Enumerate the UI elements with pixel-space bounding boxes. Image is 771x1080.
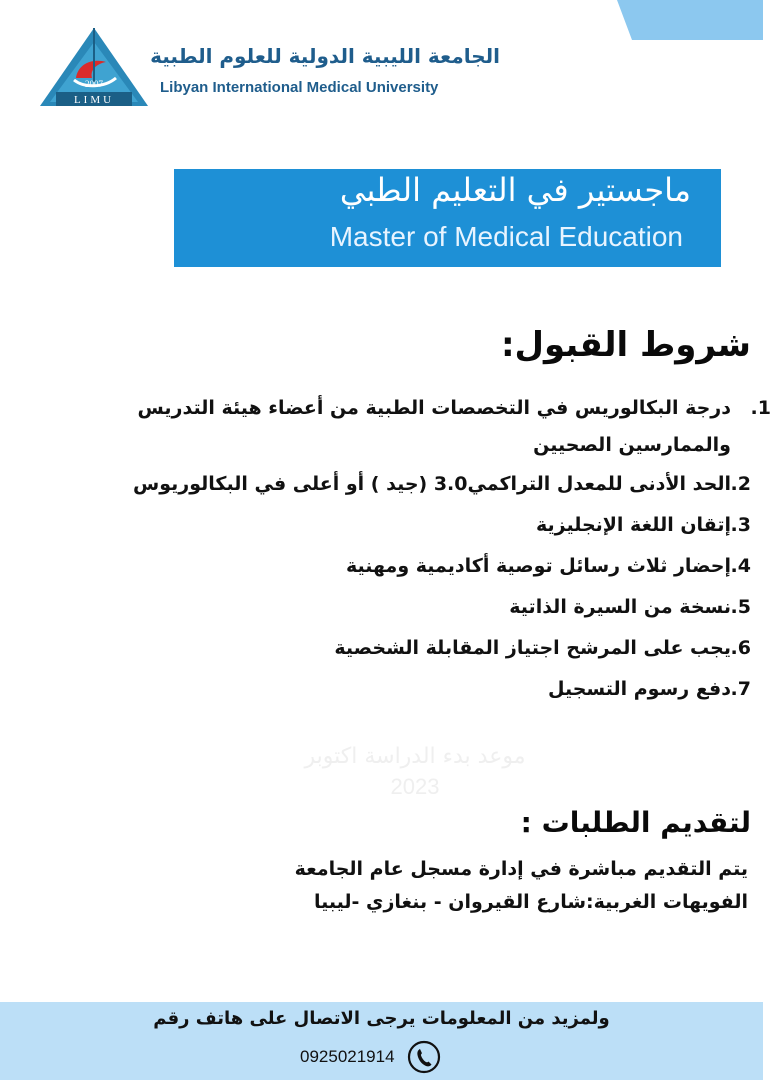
university-name-english: Libyan International Medical University — [160, 79, 439, 96]
list-item: 4.إحضار ثلاث رسائل توصية أكاديمية ومهنية — [345, 555, 751, 577]
program-title-english: Master of Medical Education — [329, 221, 683, 252]
phone-row — [300, 1040, 441, 1074]
logo-abbr: LIMU — [73, 94, 115, 106]
contact-footer — [0, 1002, 763, 1080]
list-item: 3.إتقان اللغة الإنجليزية — [535, 514, 751, 536]
logo-year: 2007 — [85, 79, 103, 89]
admission-title: شروط القبول: — [500, 325, 751, 365]
admission-requirements-list — [31, 390, 771, 710]
applications-address: الفويهات الغربية:شارع القيروان - بنغازي -ليبيا — [314, 891, 748, 913]
applications-line-1: يتم التقديم مباشرة في إدارة مسجل عام الجامعة — [294, 858, 748, 880]
program-title-arabic: ماجستير في التعليم الطبي — [339, 171, 691, 209]
list-item: 7.دفع رسوم التسجيل — [547, 678, 751, 700]
list-item: 2.الحد الأدنى للمعدل التراكمي3.0 (جيد ) أو أعلى في البكالوريوس — [133, 473, 751, 495]
applications-details — [28, 853, 748, 919]
applications-title: لتقديم الطلبات : — [520, 806, 751, 839]
list-item: 5.نسخة من السيرة الذاتية — [509, 596, 751, 618]
phone-icon — [407, 1040, 441, 1074]
program-banner — [174, 169, 721, 267]
contact-info-text: ولمزيد من المعلومات يرجى الاتصال على هاتف رقم — [153, 1008, 610, 1029]
university-name-arabic: الجامعة الليبية الدولية للعلوم الطبية — [150, 44, 500, 68]
start-date-watermark: موعد بدء الدراسة اكتوبر 2023 — [304, 744, 526, 799]
phone-number[interactable]: 0925021914 — [300, 1047, 395, 1066]
list-item: 6.يجب على المرشح اجتياز المقابلة الشخصية — [334, 637, 751, 659]
list-item: 1.درجة البكالوريس في التخصصات الطبية من أعضاء هيئة التدريس والممارسين الصحيين — [137, 397, 771, 456]
limu-logo — [34, 22, 154, 112]
